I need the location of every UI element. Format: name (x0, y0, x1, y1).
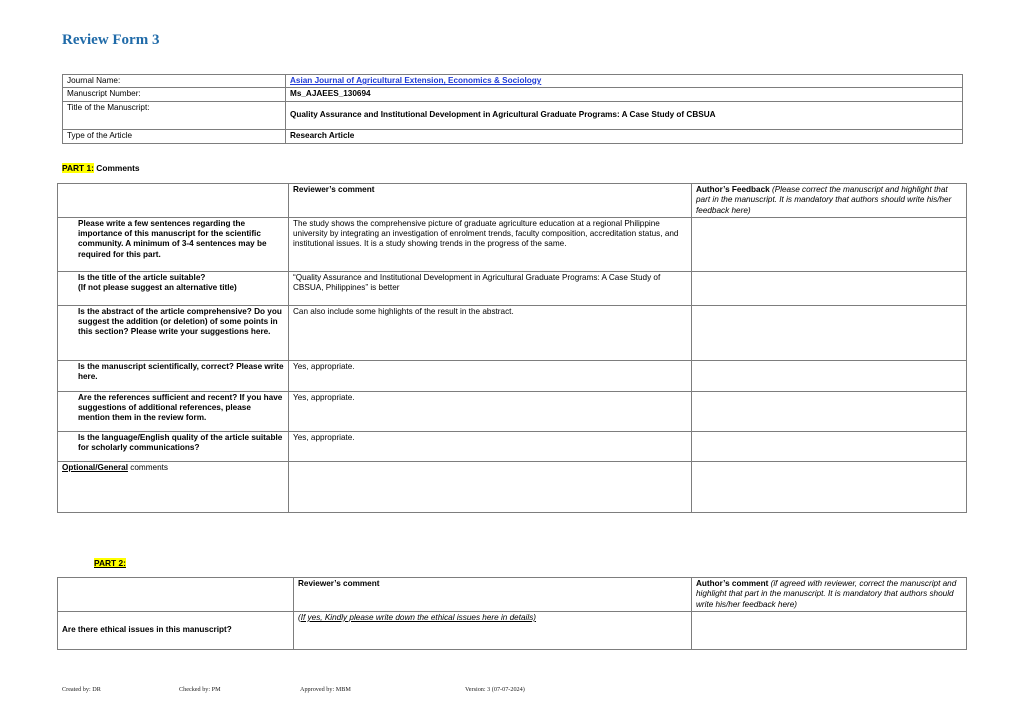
reviewer-answer-references[interactable]: Yes, appropriate. (289, 391, 692, 431)
author-feedback-abstract[interactable] (692, 305, 967, 360)
question-title-suitable: Is the title of the article suitable? (If not please suggest an alternative title) (58, 271, 289, 305)
table-row (58, 271, 967, 305)
ethics-header-cell (58, 578, 294, 612)
part2-heading (94, 558, 126, 568)
reviewer-answer-abstract[interactable]: Can also include some highlights of the result in the abstract. (289, 305, 692, 360)
question-language: Is the language/English quality of the article suitable for scholarly communications? (58, 431, 289, 461)
part2-author-header-title: Author’s comment (696, 579, 769, 588)
part1-suffix: Comments (93, 163, 140, 173)
part2-reviewer-header: Reviewer’s comment (294, 578, 692, 612)
reviewer-optional-comments[interactable] (289, 461, 692, 512)
author-feedback-references[interactable] (692, 391, 967, 431)
ethics-question: Are there ethical issues in this manuscript? (58, 611, 294, 649)
question-header-cell (58, 184, 289, 218)
optional-comments-label (58, 461, 289, 512)
table-row (58, 305, 967, 360)
footer-created: Created by: DR (62, 686, 101, 693)
part1-label: PART 1: (62, 163, 94, 173)
footer-approved: Approved by: MBM (300, 686, 351, 693)
part1-comments-table (57, 183, 967, 513)
author-feedback-header (692, 184, 967, 218)
part2-author-header-note: (if agreed with reviewer, correct the manuscript and highlight that part in the manuscript. It is mandatory that authors should write his/her feedback here) (696, 579, 957, 609)
author-feedback-language[interactable] (692, 431, 967, 461)
author-optional-feedback[interactable] (692, 461, 967, 512)
part2-author-header (692, 578, 967, 612)
table-row (58, 461, 967, 512)
manuscript-title-value: Quality Assurance and Institutional Development in Agricultural Graduate Programs: A Case Study of CBSUA (286, 101, 963, 129)
ethics-author-comment[interactable] (692, 611, 967, 649)
author-feedback-title[interactable] (692, 271, 967, 305)
optional-suffix: comments (127, 462, 169, 472)
reviewer-answer-title[interactable]: “Quality Assurance and Institutional Development in Agricultural Graduate Programs: A Case Study of CBSUA, Philippines” is better (289, 271, 692, 305)
table-row (58, 611, 967, 649)
article-type-value: Research Article (286, 129, 963, 143)
journal-label: Journal Name: (63, 75, 286, 88)
table-row (58, 217, 967, 271)
part1-heading (62, 163, 140, 173)
optional-label: Optional/General (62, 462, 128, 472)
table-row (58, 431, 967, 461)
question-importance: Please write a few sentences regarding the importance of this manuscript for the scientific community. A minimum of 3-4 sentences may be required for this part. (58, 217, 289, 271)
manuscript-info-table (62, 74, 963, 144)
manuscript-number-value: Ms_AJAEES_130694 (286, 88, 963, 101)
ethics-reviewer-prompt: (If yes, Kindly please write down the ethical issues here in details) (298, 612, 537, 622)
reviewer-answer-language[interactable]: Yes, appropriate. (289, 431, 692, 461)
author-feedback-scientific[interactable] (692, 360, 967, 391)
manuscript-number-label: Manuscript Number: (63, 88, 286, 101)
author-feedback-header-note: (Please correct the manuscript and highlight that part in the manuscript. It is mandatory that authors should write his/her feedback here) (696, 185, 952, 215)
table-row (58, 391, 967, 431)
question-abstract: Is the abstract of the article comprehensive? Do you suggest the addition (or deletion) of some points in this section? Please write your suggestions here. (58, 305, 289, 360)
ethics-reviewer-answer[interactable] (294, 611, 692, 649)
question-scientific: Is the manuscript scientifically, correct? Please write here. (58, 360, 289, 391)
author-feedback-importance[interactable] (692, 217, 967, 271)
journal-link[interactable]: Asian Journal of Agricultural Extension, Economics & Sociology (290, 76, 542, 85)
footer-checked: Checked by: PM (179, 686, 221, 693)
footer-version: Version: 3 (07-07-2024) (465, 686, 525, 693)
manuscript-title-label: Title of the Manuscript: (63, 101, 286, 129)
part2-label: PART 2: (94, 558, 126, 568)
question-references: Are the references sufficient and recent? If you have suggestions of additional references, please mention them in the review form. (58, 391, 289, 431)
article-type-label: Type of the Article (63, 129, 286, 143)
reviewer-answer-importance[interactable]: The study shows the comprehensive picture of graduate agriculture education at a regional Philippine university by integrating an investigation of enrolment trends, faculty composition, accreditation status, and institutional issues. It is a study showing trends in the progress of the same. (289, 217, 692, 271)
reviewer-comment-header: Reviewer’s comment (289, 184, 692, 218)
reviewer-answer-scientific[interactable]: Yes, appropriate. (289, 360, 692, 391)
table-row (58, 360, 967, 391)
form-title: Review Form 3 (62, 32, 160, 48)
part2-ethics-table (57, 577, 967, 650)
author-feedback-header-title: Author’s Feedback (696, 185, 770, 194)
